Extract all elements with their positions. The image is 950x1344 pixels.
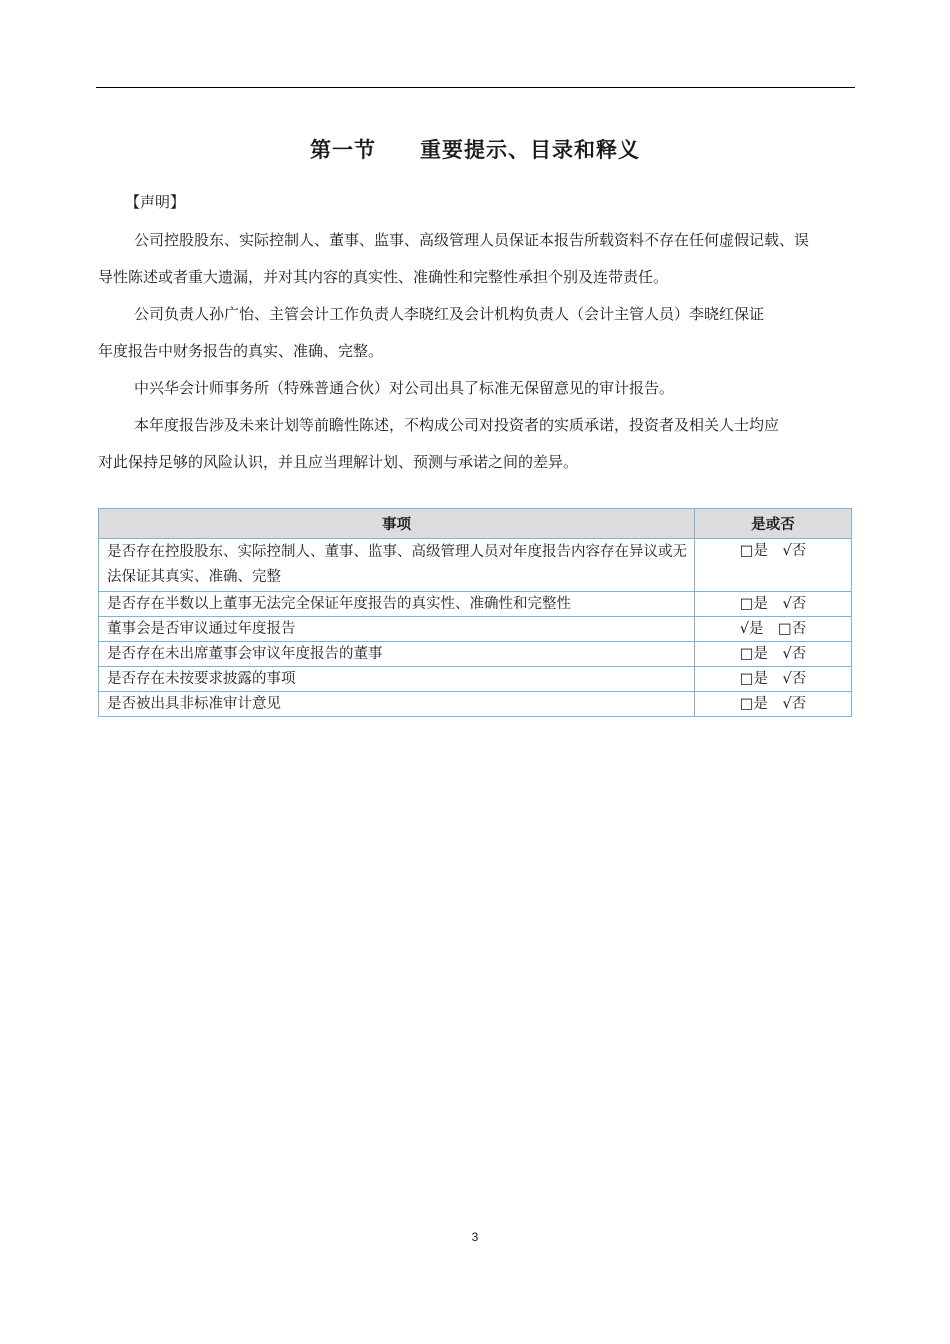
paragraph-line: 中兴华会计师事务所（特殊普通合伙）对公司出具了标准无保留意见的审计报告。 xyxy=(134,379,675,397)
paragraph-3 xyxy=(98,370,855,407)
table-header-row xyxy=(99,509,852,539)
paragraph-1 xyxy=(98,222,855,296)
column-header-item: 事项 xyxy=(99,509,695,539)
paragraph-line: 公司负责人孙广怡、主管会计工作负责人李晓红及会计机构负责人（会计主管人员）李晓红保证 xyxy=(134,305,765,323)
paragraph-line: 年度报告中财务报告的真实、准确、完整。 xyxy=(98,342,384,360)
row-item: 董事会是否审议通过年度报告 xyxy=(99,617,695,642)
row-item: 是否存在未按要求披露的事项 xyxy=(99,667,695,692)
row-item: 是否存在半数以上董事无法完全保证年度报告的真实性、准确性和完整性 xyxy=(99,592,695,617)
row-answer: □是 √否 xyxy=(695,592,852,617)
row-answer: □是 √否 xyxy=(695,539,852,592)
row-answer: √是 □否 xyxy=(695,617,852,642)
row-answer: □是 √否 xyxy=(695,642,852,667)
paragraph-2 xyxy=(98,296,855,370)
row-answer: □是 √否 xyxy=(695,667,852,692)
table-row xyxy=(99,539,852,592)
paragraph-line: 对此保持足够的风险认识，并且应当理解计划、预测与承诺之间的差异。 xyxy=(98,453,579,471)
row-answer: □是 √否 xyxy=(695,692,852,717)
table-row xyxy=(99,592,852,617)
row-item: 是否存在控股股东、实际控制人、董事、监事、高级管理人员对年度报告内容存在异议或无法保证其真实、准确、完整 xyxy=(99,539,695,592)
paragraph-line: 导性陈述或者重大遗漏，并对其内容的真实性、准确性和完整性承担个别及连带责任。 xyxy=(98,268,669,286)
paragraph-4 xyxy=(98,407,855,481)
section-title: 第一节 重要提示、目录和释义 xyxy=(310,138,640,162)
table-row xyxy=(99,642,852,667)
table-row xyxy=(99,692,852,717)
row-item: 是否被出具非标准审计意见 xyxy=(99,692,695,717)
notice-label: 【声明】 xyxy=(125,193,186,211)
table-row xyxy=(99,617,852,642)
column-header-answer: 是或否 xyxy=(695,509,852,539)
disclosure-table xyxy=(98,508,852,717)
header-rule xyxy=(96,87,855,88)
table-row xyxy=(99,667,852,692)
paragraph-line: 本年度报告涉及未来计划等前瞻性陈述，不构成公司对投资者的实质承诺，投资者及相关人士均应 xyxy=(134,416,780,434)
paragraph-line: 公司控股股东、实际控制人、董事、监事、高级管理人员保证本报告所载资料不存在任何虚假记载、误 xyxy=(134,231,810,249)
page-number: 3 xyxy=(471,1230,479,1244)
row-item: 是否存在未出席董事会审议年度报告的董事 xyxy=(99,642,695,667)
